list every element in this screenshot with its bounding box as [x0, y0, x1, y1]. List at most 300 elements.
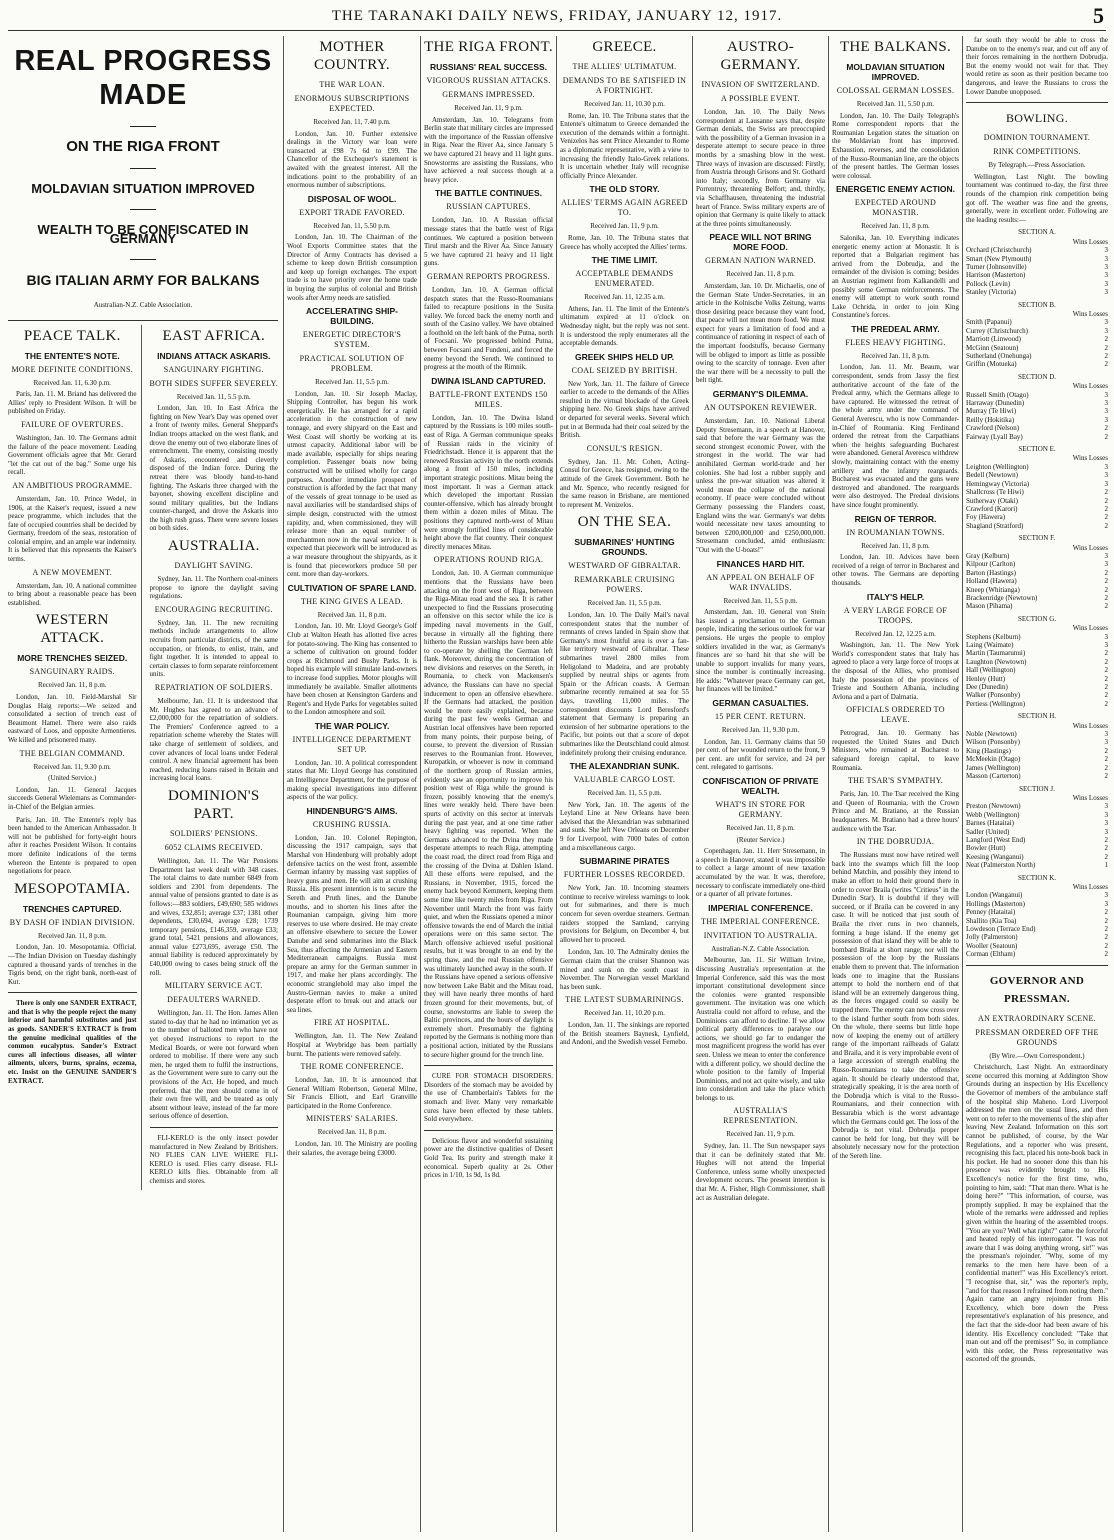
- subheading: DWINA ISLAND CAPTURED.: [431, 375, 546, 386]
- bowling-result-row: Turner (Johnsonville) 3: [966, 262, 1108, 271]
- article-text: Wellington, Jan. 11. The Hon. James Allen stated to-day that he had no intimation yet as to the number of balloted men who have not yet obeyed instructions to report to the Medical Boards, or were not forward when ordered to mobilise. If there were any such men, he urged them to fulfil the instructions, as the Government were sure to carry out the provisions of the Act. He hoped, and much preferred, that the men should come in of their own free will, and be treated as only absent without leave, instead of the far more serious offence of desertion.: [149, 1009, 278, 1121]
- bowling-result-row: Lowdeson (Terrace End) 2: [966, 925, 1108, 933]
- subheading: THE WAR LOAN.: [319, 80, 385, 89]
- column-rule: [283, 36, 284, 1532]
- subheading: DEFAULTERS WARNED.: [167, 995, 261, 1005]
- article-text: Melbourne, Jan. 11. Sir William Irvine, discussing Australia's representation at the Imperial Conference, said this was the most important constitutional development since the colonies were granted responsible government. The invitation was one which Australia could not afford to refuse, and the Dominions can afford to decline. If we allow political party differences to paralyse our actions, we should go far to endanger the most magnificent progress the world has ever seen. Unless we mean to enter the conference with a different policy, we should decline the whole position to the family of Imperial Dominions, and not act quite wisely, and take into consideration and take the place which belongs to us.: [696, 956, 825, 1102]
- section-heading: DOMINION'S PART.: [167, 787, 260, 822]
- bowling-result-row: Laughton (Newtown) 2: [966, 657, 1108, 666]
- subcolumn-right: [150, 325, 279, 1190]
- subheading: INVASION OF SWITZERLAND.: [701, 80, 820, 89]
- masthead: [0, 0, 1114, 30]
- subheading: FURTHER LOSSES RECORDED.: [563, 870, 686, 880]
- subheading: THE TIME LIMIT.: [591, 255, 658, 266]
- cable-credit: Australian-N.Z. Cable Association.: [93, 300, 193, 309]
- article-text: Sydney, Jan. 11. Mr. Cohen, Acting-Consul for Greece, has resigned, owing to the attitude of the Greek Government. Both he and Mr. Spence, who recently resigned for the same reason in Brisbane, are mentioned to represent M. Venizelos.: [560, 457, 689, 509]
- bowling-section-heading: SECTION K.: [1017, 873, 1057, 882]
- bowling-section-heading: SECTION D.: [1017, 372, 1057, 381]
- article-text: Amsterdam, Jan. 10. Dr. Michaelis, one of the German State Under-Secretaries, in an article in the Kolnische Volks Zeitung, warns those desiring peace because they want food, that peace will not mean more food. We must expect for years a limitation of food and a continuance of rationing in respect of each of the important foodstuffs, because Germany will be obliged to import as little as possible owing to the scarcity of tonnage. Even after the war there will be a necessity to pull the belt tight.: [696, 281, 825, 385]
- bowling-header-row: Wins Losses: [1072, 543, 1108, 552]
- section-heading: PEACE TALK.: [23, 327, 121, 344]
- headline-wealth: WEALTH TO BE CONFISCATED IN GERMANY: [37, 222, 249, 246]
- article-text: Rome, Jan. 10. The Tribuna states that the Entente's ultimatum to Greece demanded the execution of the demands within a fortnight. Venizelos has sent Prince Alexander to Rome as a diplomatic representative, with a view to increasing the friendly Italo-Greek relations. It is uncertain whether Italy will recognise officially Prince Alexander.: [560, 111, 689, 180]
- bowling-result-row: Smart (New Plymouth) 3: [966, 254, 1108, 263]
- received-line: Received Jan. 11, 10.20 p.m.: [584, 1009, 665, 1018]
- column-8: [966, 36, 1108, 1532]
- bowling-result-row: Mason (Pihama) 2: [966, 602, 1108, 611]
- subheading: SUBMARINE PIRATES: [579, 856, 670, 867]
- article-text: Wellington, Jan. 11. The New Zealand Hospital at Weybridge has been partially burnt. The patients were removed safely.: [287, 1032, 417, 1058]
- section-heading: EAST AFRICA.: [162, 327, 265, 344]
- received-line: Received Jan. 11, 8 p.m.: [861, 541, 930, 550]
- subheading: FIRE AT HOSPITAL.: [314, 1018, 390, 1028]
- subheading: FLEES HEAVY FIGHTING.: [845, 337, 946, 347]
- bowling-result-row: Webb (Wellington) 3: [966, 810, 1108, 819]
- received-line: Received Jan. 11, 7.40 p.m.: [313, 118, 391, 126]
- bowling-result-row: Holland (Hawera) 2: [966, 577, 1108, 586]
- received-line: Received Jan. 11, 9 p.m.: [590, 222, 659, 231]
- subheading: THE OLD STORY.: [589, 184, 660, 195]
- bowling-result-row: Kneep (Whitianga) 2: [966, 585, 1108, 594]
- received-line: Received Jan. 11, 8 p.m.: [861, 351, 930, 360]
- bowling-result-row: Hemingway (Victoria) 3: [966, 479, 1108, 488]
- bowling-header-row: Wins Losses: [1072, 793, 1108, 802]
- subheading: AN AMBITIOUS PROGRAMME.: [12, 480, 133, 490]
- article-text: Sydney, Jan. 11. The Northern coal-miners propose to ignore the daylight saving regulations.: [149, 575, 278, 601]
- received-line: Received Jan. 11, 10.30 p.m.: [584, 100, 665, 108]
- received-line: Received Jan. 11, 9.30 p.m.: [33, 762, 111, 771]
- article-text: London, Jan. 10. A German communique mentions that the Russians have been attacking on the front west of Riga, between the Riga-Mitau road and the sea. It is rather unexpected to find the Russians prosecuting an offensive on this sector while the ice is impeding naval movements in the Gulf, because in virtually all the fighting there hitherto the Russian warships have been able to co-operate by shelling the German left flank. Moreover, during the concentration of new divisions and reserves on the Sereth, in Roumania, to check von Mackensen's advance, the Russians can have no special inducement to open an offensive elsewhere. If the Germans had attacked, the position would be more easily explained, because during the past few weeks German and Austrian local offensives have been reported from many points, their purpose being, of course, to prevent the diversion of Russian reserves to the Roumanian front. However, Kuropatkin, or whoever is now in command of the northern group of Russian armies, evidently saw an opportunity to improve his position west of Riga while the ground is frozen, possibly knowing that the enemy's lines were weakly held. There have been spurts of activity on this sector at intervals during the past year, and at one time rather heavy fighting was reported. When the Germans advanced to the Dvina they made desperate attempts to reach Riga, attempting the coast road, the direct road from Riga and the crossing of the Dvina at Dahlen Island. All these efforts were repulsed, and the Russians, in November, 1915, forced the enemy back beyond Kemmern, keeping them some time like twenty miles from Riga. From November until March the front was fairly quiet, and when the Russians opened a minor offensive towards the end of March the initial operations were on this same sector. The March offensive achieved useful positional results, but it was brought to an end by the spring thaw, and the real Russian offensive was ultimately launched away in the south. If the Russians have opened a serious offensive now between Lake Babit and the Mitau road, they will have nearly three months of hard frozen ground for their movements, but, of course, snowstorms are liable to sweep the Baltic provinces, and the hours of daylight is extremely short. Presumably the fighting reported by the Germans is nothing more than a positional action, initiated by the Russians to secure higher ground for the trench line.: [424, 569, 553, 1059]
- subheading: REMARKABLE CRUISING POWERS.: [574, 575, 675, 595]
- bowling-result-row: Griffin (Motueka) 2: [966, 360, 1108, 369]
- subheading: GERMANS IMPRESSED.: [442, 90, 535, 99]
- article-text: Washington, Jan. 10. The Germans admit the failure of the peace movement. Leading Government officials agree that Mr. Gerard "let the cat out of the bag." Some urge his recall.: [8, 433, 137, 477]
- bowling-section-heading: SECTION H.: [1017, 712, 1057, 721]
- service-line: (United Service.): [48, 774, 97, 783]
- subheading: FAILURE OF OVERTURES.: [21, 419, 124, 429]
- article-text: far south they would be able to cross the Danube on to the enemy's rear, and cut off any of their forces remaining in the northern Dobrudja. But the enemy would not wait for that. They would retire as soon as their position became too dangerous, and leave the Russians to cross the Lower Danube unopposed.: [966, 36, 1108, 96]
- headline-italian: BIG ITALIAN ARMY FOR BALKANS: [26, 272, 260, 289]
- column-rule: [828, 36, 829, 1532]
- subheading: BOTH SIDES SUFFER SEVERELY.: [149, 378, 278, 388]
- article-text: London, Jan. 10. A Russian official message states that the battle west of Riga continues. We captured a position between Tirul marsh and the River Aa. Since January 5 we have captured 21 heavy and 11 light guns.: [424, 216, 553, 268]
- subheading: ALLIES' TERMS AGAIN AGREED TO.: [561, 198, 688, 218]
- bowling-result-row: Hollings (Masterton) 3: [966, 899, 1108, 908]
- section-heading: THE RIGA FRONT.: [424, 39, 553, 55]
- received-line: Received Jan. 11, 5.50 p.m.: [313, 221, 391, 230]
- subheading: AN APPEAL ON BEHALF OF WAR INVALIDS.: [706, 572, 815, 592]
- subheading: RINK COMPETITIONS.: [993, 147, 1081, 157]
- received-line: Received Jan. 11, 8 p.m.: [317, 610, 387, 619]
- bowling-result-row: James (Wellington) 2: [966, 763, 1108, 772]
- bowling-result-row: Russell Smith (Otago) 3: [966, 390, 1108, 399]
- bowling-result-row: Shallito (Kia Toa) 2: [966, 916, 1108, 925]
- subheading: AUSTRALIA'S REPRESENTATION.: [723, 1106, 798, 1126]
- bowling-result-row: Fairway (Lyall Bay) 2: [966, 432, 1108, 441]
- bowling-section-heading: SECTION B.: [1018, 300, 1056, 309]
- bowling-result-row: Corman (Eltham) 2: [966, 950, 1108, 959]
- bowling-header-row: Wins Losses: [1072, 882, 1108, 891]
- subheading: A POSSIBLE EVENT.: [721, 94, 800, 103]
- bowling-result-row: Langford (West End) 2: [966, 835, 1108, 844]
- subcolumn-left: [8, 325, 142, 1190]
- section-heading: THE BALKANS.: [839, 39, 952, 55]
- article-text: Wellington, Jan. 11. The War Pensions Department last week dealt with 348 cases. The total claims to date number 6849 from soldiers and 2301 from dependents. The annual value of pensions granted to date is as follows:—883 soldiers, £49,690; 585 widows and wives, £32,851; average £37; 1381 other dependents, £30,694, average £28; 1739 temporary pensions, £146,359, average £33; grand total, 5421 pensions and allowances, annual value £273,695, average £50. The annual liability is reduced approximately by £40,000 owing to cases being struck off the roll.: [149, 856, 278, 977]
- bowling-header-row: Wins Losses: [1072, 454, 1108, 463]
- subheading: INDIANS ATTACK ASKARIS.: [157, 350, 271, 361]
- bowling-section-heading: SECTION A.: [1018, 228, 1056, 237]
- subheading: SANGUINARY RAIDS.: [29, 667, 115, 677]
- subheading: A NEW MOVEMENT.: [32, 567, 113, 577]
- bowling-result-row: Stephens (Kelburn) 3: [966, 632, 1108, 641]
- subheading: THE ROME CONFERENCE.: [300, 1062, 404, 1072]
- subheading: PRESSMAN ORDERED OFF THE GROUNDS: [975, 1027, 1099, 1047]
- bowling-header-row: Wins Losses: [1072, 309, 1108, 318]
- section-heading: MESOPOTAMIA.: [14, 880, 131, 897]
- article-text: London, Jan. 10. Sir Joseph Maclay, Shipping Controller, has begun his work energetically. He has arranged for a rapid acceleration in the construction of new tonnage, and every shipyard on the East and West Coast will shortly be working at its utmost capacity. Additional labor will be made available, especially for ships nearing completion. Passenger boats now being constructed will be utilised wholly for cargo purposes. Another immediate prospect of construction is afforded by the fact that many of the vessels of great tonnage to be used as naval auxiliaries will be standardised ships of simple design, constructed with the utmost rapidity, and, when commissioned, they will release more than an equal number of merchantmen now in the naval service. It is expected that piecework will be introduced as a war measure throughout the shipyards, as it is found that pieceworkers produce 50 per cent. more than day-workers.: [287, 389, 417, 579]
- bowling-result-row: Neat (Palmerston North) 1: [966, 861, 1108, 870]
- column-5: [560, 36, 689, 1532]
- headline-riga: ON THE RIGA FRONT: [66, 138, 220, 155]
- subheading: ACCELERATING SHIP-BUILDING.: [306, 306, 398, 327]
- subheading: BY DASH OF INDIAN DIVISION.: [9, 917, 135, 927]
- section-heading: AUSTRALIA.: [167, 538, 260, 555]
- bowling-result-row: Marriott (Linwood) 2: [966, 335, 1108, 344]
- bowling-header-row: Wins Losses: [1072, 382, 1108, 391]
- article-text: Melbourne, Jan. 11. It is understood that Mr. Hughes has agreed to an advance of £2,000,000 for the repatriation of soldiers. The Premiers' Conference agreed to a repatriation scheme whereby the States will take charge of settlement of soldiers, and cover advances of local loans under Federal control. A new financial agreement has been reached, reducing loans raised in Britain and increasing local loans.: [149, 697, 278, 783]
- article-text: London, Jan. 11. Germany claims that 50 per cent. of her wounded return to the front, 9 per cent. are unfit for service, and 24 per cent. relegated to garrisons.: [696, 737, 825, 772]
- article-text: The Russians must now have retired well back into the swamps which fill the loop behind Matchin, and possibly they intend to make an effort to hold their ground there in order to cover Braila (writes "Critieus" in the Dunedin Star). It is doubtful if they will succeed, or if Braila can be covered in any case. It will be noticed that just south of Braila the river runs in two channels, forming a huge island. If the enemy get possession of that island they will be able to bombard Braila at short range; nor will the possession of the loop by the Russians enable them to prevent that. The information leads one to imagine that the Russians attempt to hold the northern end of that island will be an extremely dangerous thing, as the forces engaged could so easily be trapped there. The enemy can now cross over to the island further south from both sides. On the whole, there seems but little hope now of keeping the enemy out of artillery range of the important railheads of Galatz and Braila, and it is very improbable event of a large accession of strength enabling the Russo-Roumanians to take the offensive again. It should be clearly understood that, strategically speaking, it is the area north of the Dobrudja which is vital to the Russo-Roumanians, and their connection with Bessarabia which is the worst advantage which the Germans could get. The loss of the Dobrudja is not vital. Dobrudja proper cannot be held for long, but they will be absolutely necessary now for the protection of the Sereth line.: [832, 851, 959, 1160]
- article-text: New York, Jan. 10. Incoming steamers continue to receive wireless warnings to look out for submarines, and there is much concern for seven overdue steamers. German raiders stopped the Samland, carrying provisions for Belgium, on December 4, but allowed her to proceed.: [560, 884, 689, 944]
- column-rule: [556, 36, 557, 1532]
- received-line: Received Jan. 11, 8 p.m.: [861, 222, 930, 231]
- subheading: GERMAN NATION WARNED.: [705, 256, 816, 266]
- article-text: Washington, Jan. 11. The New York World's correspondent states that Italy has agreed to place a very large force of troops at the disposal of the Allies, who promised Italy the possession of the provinces of Trieste and Southern Albania, including Avlona and a part of Dalmatia.: [832, 641, 959, 701]
- bowling-result-row: Foy (Hawera) 2: [966, 513, 1108, 522]
- received-line: Received Jan. 11, 5.5 p.m.: [587, 599, 662, 608]
- subheading: 15 PER CENT. RETURN.: [715, 712, 806, 722]
- bowling-result-row: Henley (Hutt) 2: [966, 674, 1108, 683]
- subheading: FINANCES HARD HIT.: [716, 558, 805, 569]
- bowling-result-row: Bowler (Hutt) 2: [966, 844, 1108, 853]
- article-text: London, Jan. 10. The Admiralty denies the German claim that the cruiser Shannon was mined and sunk on the south coast in November. The Norwegian vessel Markland has been sunk.: [560, 948, 689, 991]
- subheading: ENORMOUS SUBSCRIPTIONS EXPECTED.: [294, 94, 410, 113]
- section-heading: GREECE.: [592, 39, 657, 55]
- bowling-result-row: Crawford (Nelson) 2: [966, 424, 1108, 433]
- bowling-result-row: Pollock (Levin) 3: [966, 279, 1108, 288]
- subheading: IN ROUMANIAN TOWNS.: [846, 527, 945, 537]
- article-text: London, Jan. 10. It is announced that General William Robertson, General Milne, Sir Francis Elliott, and Earl Granville participated in the Rome Conference.: [287, 1076, 417, 1110]
- bowling-section-heading: SECTION G.: [1017, 614, 1057, 623]
- subheading: THE ENTENTE'S NOTE.: [24, 350, 120, 361]
- subheading: MORE DEFINITE CONDITIONS.: [11, 364, 133, 374]
- bowling-result-row: Pertiess (Wellington) 2: [966, 699, 1108, 708]
- bowling-header-row: Wins Losses: [1072, 237, 1108, 246]
- article-text: Amsterdam, Jan. 10. General von Stein has issued a proclamation to the German people, indicating the serious outlook for war pensions. He urges the people to employ soldiers invalided in the war, as Germany's finances are so hard hit that she will be unable to support invalids for many years, since the number is continually increasing. He adds: "Whatever peace Germany can get, her finances will be limited.": [696, 608, 825, 694]
- article-text: London, Jan. 10. Colonel Repington, discussing the 1917 campaign, says that Marshal von Hindenburg will probably adopt defensive tactics on the west front, assemble German infantry by massing vast supplies of heavy guns and men. He will aim at crushing Russia. His present intention is to secure the Sereth and Pruth lines, and the Danube mouths, and to shorten his lines after the Roumanian campaign, giving him more reserves to use where desired. He may create an offensive elsewhere to secure the Lower Danube and send submarines into the Black Sea, thus affecting the Armenian and Eastern Mediterranean campaigns. Russia must prepare an army for the German summer in 1917, and make her plans accordingly. The economic stranglehold may also impel the Austro-German navies to make a united desperate effort to break out and attack our sea lines.: [287, 833, 417, 1014]
- subheading: A VERY LARGE FORCE OF TROOPS.: [843, 605, 948, 625]
- subheading: THE KING GIVES A LEAD.: [301, 596, 403, 606]
- bowling-result-row: Harraway (Dunedin) 3: [966, 399, 1108, 408]
- article-text: London, Jan. 10. The Daily Telegraph's Rome correspondent reports that the Roumanian Legation states the situation on the Moldavian front has improved. Exhaustion, reverses, and the consolidation of the Russo-Roumanian line, are the objects of the present battles. The German losses were colossal.: [832, 111, 959, 180]
- subheading: AN EXTRAORDINARY SCENE.: [978, 1013, 1096, 1023]
- subheading: ACCEPTABLE DEMANDS ENUMERATED.: [575, 269, 674, 289]
- section-heading: MOTHER COUNTRY.: [314, 39, 390, 73]
- advertisement: FLI-KERLO is the only insect powder manufactured in New Zealand by Britishers. NO FLIES CAN LIVE WHERE FLI-KERLO is used. Flies carry disease. FLI-KERLO kills flies. Obtainable from all chemists and stores.: [149, 1133, 278, 1185]
- article-text: Paris, Jan. 10. The Tsar received the King and Queen of Roumania, with the Crown Prince and M. Bratiano, at the Russian headquarters. M. Bratiano had a three hours' audience with the Tsar.: [832, 790, 959, 833]
- subheading: VIGOROUS RUSSIAN ATTACKS.: [426, 76, 551, 85]
- bowling-result-row: Brackenridge (Newtown) 2: [966, 593, 1108, 602]
- article-text: Christchurch, Last Night. An extraordinary scene occurred this morning at Addington Show Grounds during an inspection by His Excellency the Governor of members of the ambulance staff of the hospital ship Maheno. Lord Liverpool addressed the men on the usual lines, and then went on to refer to the movements of the ship after leaving New Zealand. Information on this sort cannot be published, of course, by the War Regulations, and a reporter who was present, recognising this fact, placed his note-book back in his pocket. He had no sooner done this than his presence was evidently brought to His Excellency's notice for the first time, who, pointing to him, said: "That man there. What is he doing here?" "This information, of course, was promptly supplied. It may be explained that the whole of the remarks were addressed and replies given within the hearing of the assembled troops. "You are you? Well what right?" came the forceful and heated reply of his interrogator. "I was not aware that I was doing anything wrong, sir!" was the pressman's rejoinder. "Why, some of my remarks to the men here have been of a confidential matter!" was His Excellency's retort. "I recognise that, sir," was the reporter's reply, "and for that reason I refrained from noting them." Again came an angry rejoinder from His Excellency, which bore down the Press representative's explanation of his presence, and the fact that the side-door had been aware of his identity. His Excellency concluded: "Take that man out and off the premises!" So, in compliance with this order, the Press representative was escorted off the grounds.: [966, 1063, 1108, 1364]
- subheading: CULTIVATION OF SPARE LAND.: [287, 582, 417, 593]
- subheading: BATTLE-FRONT EXTENDS 150 MILES.: [429, 389, 548, 409]
- bowling-section-heading: SECTION E.: [1018, 445, 1056, 454]
- subheading: THE BELGIAN COMMAND.: [19, 748, 125, 758]
- article-text: London, Jan. 10. Field-Marshal Sir Douglas Haig reports:—We seized and consolidated a section of trench east of Beaumont Hamel. There were also raids eastward of Loos, and opposite Armentieres. We killed and prisonered many.: [8, 693, 137, 744]
- bowling-result-row: Harrison (Masterton) 3: [966, 271, 1108, 280]
- received-line: Received Jan. 11, 5.5 p.m.: [587, 789, 662, 798]
- column-4: [424, 36, 553, 1532]
- section-heading: AUSTRO-GERMANY.: [720, 39, 801, 73]
- article-text: Salonika, Jan. 10. Everything indicates energetic enemy action at Monastir. It is reported that a Bulgarian regiment has arrived from the Dobrudja, and the remainder of the division is coming; besides an Austrian regiment from Kalkandelli and possibly some German reinforcements. The enemy will attempt to work south round Lake Ochrida, in order to join King Constantine's forces.: [832, 233, 959, 320]
- article-text: Sydney, Jan. 11. The Sun newspaper says that it can be definitely stated that Mr. Hughes will not attend the Imperial Conference, unless some wholly unexpected development occurs. The present intention is that Mr. A. Fisher, High Commissioner, shall act as Australian delegate.: [696, 1142, 825, 1202]
- article-text: London, Jan. 10. The Daily Mail's naval correspondent states that the number of remnants of crews landed in Spain show that Germany's most fruitful area is over a fan-like territory westward of Gibraltar. These submarines travel 2800 miles from Heligoland to Madeira, and are probably supplied by neutral ships or agents from Spain or the African coasts. A German submarine recently remained at sea for 55 days, travelling 11,000 miles. The correspondent discounts Lord Beresford's statement that Germany is preparing an extension of her submarine operations to the Pacific, but points out that a score of depot submarines like the Deutschland could almost indefinitely prolong their cruising endurance.: [560, 611, 689, 757]
- article-text: Amsterdam, Jan. 10. A national committee to bring about a reasonable peace has been established.: [8, 581, 137, 607]
- section-heading: GOVERNOR AND PRESSMAN.: [989, 974, 1085, 1005]
- service-line: (Reuter Service.): [736, 835, 785, 844]
- received-line: Received Jan. 11, 5.5 p.m.: [176, 392, 251, 401]
- article-text: Petrograd, Jan. 10. Germany has requested the United States and Dutch Ministers, who remained at Bucharest to safeguard foreign capital, to leave Roumania.: [832, 729, 959, 772]
- subheading: EXPECTED AROUND MONASTIR.: [854, 198, 937, 218]
- article-text: Amsterdam, Jan. 10. National Liberal Deputy Stresemann, in a speech at Hanover, said that before the war Germany was the second strongest economic Power, with the strongest in the world. The war had annihilated German world-trade and her colonies. She had lost a rubber supply and unless the pre-war situation was altered it would mean the collapse of the national economy. If peace were concluded without Germany possessing the Flanders coast, England wins the war. Germany's war debts would necessitate new taxes amounting to between £200,000,000 and £250,000,000. Stresemann concluded, amid enthusiasm: "Out with the U-boats!": [696, 417, 825, 554]
- advertisement: Delicious flavor and wonderful sustaining power are the distinctive qualities of Desert Gold Tea. Its purity and strength make it economical. Superb quality at 2s. Other prices in 1/10, 1s 9d, 1s 8d.: [424, 1136, 553, 1180]
- bowling-result-row: London (Wanganui) 3: [966, 891, 1108, 900]
- subheading: EXPORT TRADE FAVORED.: [299, 207, 405, 217]
- subheading: VALUABLE CARGO LOST.: [573, 775, 676, 785]
- subheading: PRACTICAL SOLUTION OF PROBLEM.: [299, 354, 405, 374]
- bowling-result-row: Smith (Papanui) 3: [966, 318, 1108, 327]
- received-line: Received Jan. 11, 9 p.m.: [454, 104, 523, 112]
- subheading: WESTWARD OF GIBRALTAR.: [568, 561, 681, 571]
- subheading: ENERGETIC ENEMY ACTION.: [835, 184, 955, 195]
- received-line: Received Jan. 11, 8 p.m.: [726, 270, 795, 279]
- subheading: SANGUINARY FIGHTING.: [163, 364, 264, 374]
- subheading: CONFISCATION OF PRIVATE WEALTH.: [702, 776, 819, 797]
- received-line: Received Jan. 12, 12.25 a.m.: [855, 629, 936, 638]
- bowling-result-row: Murray (Te Hiwi) 3: [966, 407, 1108, 416]
- article-text: London, Jan. 10. A political correspondent states that Mr. Lloyd George has constituted an Intelligence Department, for the purpose of making special investigations into different aspects of the war policy.: [287, 758, 417, 802]
- article-text: London, Jan. 11. The sinkings are reported of the British steamers Baynesk, Lynfield, and Andoni, and the Swedish vessel Fernebo.: [560, 1020, 689, 1047]
- subheading: MILITARY SERVICE ACT.: [164, 981, 263, 991]
- subheading: TRENCHES CAPTURED.: [22, 903, 122, 914]
- article-text: London, Jan. 10. The Daily News correspondent at Lausanne says that, despite German denials, the Swiss are preoccupied with the possibility of a German invasion in a desperate attempt to secure peace in three months by a smashing blow in the west. Three ways of invasion are discussed: Firstly, from Austria through Grisons and St. Gothard into Italy; secondly, from Germany via Porrentruy, threatening Belfort; and, thirdly, via Schaffhausen, threatening the industrial heart of France. Swiss military experts are of opinion that Germany is quite likely to attack at the three points simultaneously.: [696, 108, 825, 228]
- article-text: New York, Jan. 11. The failure of Greece earlier to accede to the demands of the Allies resulted in the virtual blockade of the Greek shipping here. No Greek ships have arrived or departed for several weeks. Several which put in at Bermuda had their coal seized by the British.: [560, 379, 689, 440]
- bowling-result-row: Orchard (Christchurch) 3: [966, 246, 1108, 255]
- received-line: Received Jan. 11, 8 p.m.: [37, 931, 107, 940]
- article-text: London, Jan. 10. The Dwina Island captured by the Russians is 100 miles south-east of Riga. A German communique speaks of Russian raids in the vicinity of Friedrichstadt. Hence it is apparent that the renewed Russian activity in the north extends along a front of 150 miles, including important strategic positions. Mitau being the most important. It was a German attack which developed the important Russian counter-offensive, which has already brought them within a dozen miles of Mitau. The positions they captured north-west of Mitau were strongly fortified lines of considerable height above the flat country. Their conquest directly menaces Mitau.: [424, 413, 553, 551]
- main-headline: REAL PROGRESS MADE: [14, 45, 272, 111]
- subheading: AN OUTSPOKEN REVIEWER.: [703, 403, 818, 413]
- bowling-result-row: Crawford (Karori) 2: [966, 504, 1108, 513]
- bowling-results: [966, 228, 1108, 958]
- column-rule: [962, 36, 963, 1532]
- subheading: THE LATEST SUBMARININGS.: [565, 995, 684, 1005]
- article-text: London, Jan. 10. The Chairman of the Wool Exports Committee states that the Director of Army Contracts has devised a scheme to keep down British consumption and keep up foreign exchanges. The export trade is to have priority over the home trade in buying the surplus of colonial and British wools after Army needs are satisfied.: [287, 233, 417, 302]
- bowling-result-row: Laing (Waimate) 3: [966, 641, 1108, 649]
- bowling-result-row: Shagland (Stratford) 2: [966, 521, 1108, 530]
- received-line: Received Jan. 11, 8 p.m.: [317, 1128, 387, 1137]
- bowling-result-row: Hall (Wellington) 2: [966, 666, 1108, 675]
- bowling-result-row: Sadler (United) 3: [966, 827, 1108, 836]
- article-text: London, Jan. 11. Mr. Beaum, war correspondent, sends from Jassy the first authoritative account of the fate of the Predeal army, which the Germans allege to have captured. He witnessed the retreat of the whole army under the command of General Averescu, who is now Commander-in-Chief of Roumania. King Ferdinand ordered the retreat from the Carpathians when the heights safeguarding Bucharest were abandoned. General Averescu withdrew slowly, maintaining contact with the enemy artillery and the infantry rearguards. Bucharest was evacuated and the guns were destroyed and abandoned. The rearguards were also destroyed. The Predeal divisions have since fought prominently.: [832, 363, 959, 509]
- service-line: By Telegraph.—Press Association.: [988, 161, 1086, 170]
- article-text: Athens, Jan. 11. The limit of the Entente's ultimatum expired at 11 o'clock on Wednesday night, but the reply was not sent. It is understood the reply enumerates all the acceptable demands.: [560, 304, 689, 348]
- bowling-result-row: Leighton (Wellington) 3: [966, 462, 1108, 471]
- subheading: 6052 CLAIMS RECEIVED.: [164, 842, 263, 852]
- received-line: Received Jan. 11, 5.5 p.m.: [315, 378, 389, 387]
- bowling-section-heading: SECTION F.: [1018, 534, 1056, 543]
- subheading: REIGN OF TERROR.: [854, 513, 937, 524]
- bowling-result-row: Penney (Hataitai) 2: [966, 908, 1108, 917]
- column-1: [8, 36, 278, 1532]
- subheading: ITALY'S HELP.: [866, 591, 925, 602]
- article-text: Paris, Jan. 10. The Entente's reply has been handed to the American Ambassador. It will not be published for forty-eight hours after it reaches President Wilson. It contains more definite indications of the terms whereon the Entente is prepared to open negotiations for peace.: [8, 815, 137, 876]
- subheading: THE ALLIES' ULTIMATUM.: [572, 62, 677, 71]
- bowling-result-row: Martin (Taumarunui) 2: [966, 649, 1108, 658]
- subheading: INVITATION TO AUSTRALIA.: [703, 930, 818, 940]
- bowling-result-row: Keesing (Wanganui) 2: [966, 852, 1108, 861]
- section-heading: WESTERN ATTACK.: [35, 612, 109, 647]
- subheading: THE ALEXANDRIAN SUNK.: [569, 761, 680, 772]
- bowling-result-row: Sutherway (Otaki) 2: [966, 496, 1108, 505]
- column-rule: [420, 36, 421, 1532]
- subheading: SOLDIERS' PENSIONS.: [169, 828, 258, 838]
- bowling-result-row: Jolly (Palmerston) 2: [966, 933, 1108, 942]
- article-text: London, Jan. 10. Mesopotamia. Official.—The Indian Division on Tuesday dashingly captured a thousand yards of trenches in the Tigris bend, on the right bank, north-east of Kut.: [8, 943, 137, 986]
- page-number: 5: [1093, 3, 1104, 28]
- article-text: Copenhagen, Jan. 11. Herr Stresemann, in a speech in Hanover, stated it was impossible to collect a large amount of new taxation accumulated by the war. It was, therefore, necessary to confiscate immediately one-third or a quarter of all private fortunes.: [696, 847, 825, 899]
- article-text: London, Jan. 10. Further extensive dealings in the Victory war loan were transacted at £98 7s 6d to £99. The Chancellor of the Exchequer's statement is awaited with the greatest interest. All the indications point to the probability of an enormous number of subscriptions.: [287, 129, 417, 190]
- subheading: GERMAN CASUALTIES.: [712, 698, 809, 709]
- subheading: IN THE DOBRUDJA.: [856, 837, 935, 847]
- subheading: COLOSSAL GERMAN LOSSES.: [836, 86, 955, 95]
- received-line: Received Jan. 11, 8 p.m.: [37, 681, 107, 690]
- bowling-result-row: Reilly (Hokitika) 3: [966, 415, 1108, 424]
- bowling-result-row: Barnes (Hataitai) 3: [966, 819, 1108, 828]
- received-line: Received Jan. 11, 9.30 p.m.: [721, 726, 800, 735]
- bowling-result-row: Barton (Hastings) 2: [966, 568, 1108, 577]
- article-text: Rome, Jan. 10. The Tribuna states that Greece has wholly accepted the Allies' terms.: [560, 233, 689, 251]
- article-text: Sydney, Jan. 11. The new recruiting methods include arrangements to allow recruits from particular districts, of the same occupation, or friends, to enlist, train, and fight together. It is intended to appeal to certain classes to form separate reinforcement units.: [149, 618, 278, 679]
- subheading: RUSSIAN CAPTURES.: [446, 202, 531, 212]
- masthead-rule: [8, 30, 1106, 31]
- subheading: ENERGETIC DIRECTOR'S SYSTEM.: [302, 330, 402, 350]
- article-text: London, Jan. 10. The Ministry are pooling their salaries, the average being £3000.: [287, 1140, 417, 1157]
- article-text: Amsterdam, Jan. 10. Telegrams from Berlin state that military circles are impressed with the importance of the Russian offensive in Riga. Near the River Aa, since January 5 we have captured 21 heavy and 11 light guns. Snowstorms are assisting the Russians, who have achieved a real success though at a heavy price.: [424, 115, 553, 184]
- column-6: [696, 36, 825, 1532]
- article-text: Amsterdam, Jan. 10. Prince Wedel, in 1906, at the Kaiser's request, issued a new peace programme, which includes that the fate of occupied countries shall be decided by Germany, freedom of the seas, restoration of colonial empire, and an ample war indemnity. It is believed that this represents the Kaiser's terms.: [8, 494, 137, 564]
- bowling-result-row: Wooller (Seatoun) 2: [966, 941, 1108, 950]
- article-text: Wellington, Last Night. The bowling tournament was continued to-day, the first three rounds of the champion rink competition being got off. The weather was fine and the greens, generally, were in excellent order. Following are the leading results:—: [966, 172, 1108, 224]
- received-line: Received Jan. 11, 6.30 p.m.: [33, 378, 111, 387]
- subheading: GERMAN REPORTS PROGRESS.: [427, 271, 550, 281]
- subheading: INTELLIGENCE DEPARTMENT SET UP.: [292, 734, 412, 754]
- subheading: OFFICIALS ORDERED TO LEAVE.: [846, 705, 945, 725]
- subheading: RUSSIANS' REAL SUCCESS.: [429, 62, 548, 72]
- subheading: DAYLIGHT SAVING.: [174, 561, 253, 571]
- subheading: SUBMARINES' HUNTING GROUNDS.: [574, 537, 675, 558]
- bowling-result-row: Sutherland (Onehunga) 2: [966, 352, 1108, 360]
- article-text: London, Jan. 11. General Jacques succeeds General Wielemans as Commander-in-Chief of the Belgian armies.: [8, 785, 137, 811]
- subheading: DEMANDS TO BE SATISFIED IN A FORTNIGHT.: [562, 76, 687, 95]
- headline-moldavian: MOLDAVIAN SITUATION IMPROVED: [31, 180, 255, 196]
- bowling-result-row: McGinn (Seatoun) 2: [966, 343, 1108, 352]
- column-rule: [692, 36, 693, 1532]
- subheading: WHAT'S IN STORE FOR GERMANY.: [715, 800, 806, 820]
- received-line: Received Jan. 11, 5.50 p.m.: [856, 100, 935, 108]
- bowling-section-heading: SECTION J.: [1019, 784, 1055, 793]
- subheading: MORE TRENCHES SEIZED.: [17, 653, 128, 664]
- subheading: IMPERIAL CONFERENCE.: [708, 902, 813, 913]
- cable-credit: Australian-N.Z. Cable Association.: [711, 944, 810, 953]
- subheading: PEACE WILL NOT BRING MORE FOOD.: [709, 232, 812, 253]
- section-heading: BOWLING.: [1005, 111, 1069, 126]
- advertisement: CURE FOR STOMACH DISORDERS. Disorders of the stomach may be avoided by the use of Chamberlain's Tablets for the stomach and liver. Many very remarkable cures have been effected by these tablets. Sold everywhere.: [424, 1072, 553, 1124]
- bowling-result-row: Shallcross (Te Hiwi) 2: [966, 488, 1108, 497]
- article-text: London, Jan. 10. A German official despatch states that the Russo-Roumanians failed to recapture positions in the Susita valley. We forced back the enemy north and south of the Casino valley. We have obtained a foothold on the left bank of the Putna, north of Focsani. We progressed behind Putna, between Focsani and Fundeni, and forced the enemy beyond the Sereth. We continued to progress at the mouth of the Rimnik.: [424, 285, 553, 372]
- subheading: GREEK SHIPS HELD UP.: [574, 351, 675, 362]
- advertisement: There is only one SANDER EXTRACT, and that is why the people reject the many inferior and harmful substitutes and just as goods. SANDER'S EXTRACT is from the genuine medicinal qualities of the common eucalyptus. Sander's Extract cures all infectious diseases, all winter ailments, ulcers, burns, sprains, eczema, etc. Insist on the GENUINE SANDER'S EXTRACT.: [8, 999, 137, 1085]
- received-line: Received Jan. 11, 8 p.m.: [726, 824, 795, 833]
- received-line: Received Jan. 11, 9 p.m.: [726, 1130, 795, 1139]
- article-text: London, Jan. 10. Mr. Lloyd George's Golf Club at Walton Heath has allotted five acres for potato-sowing. The King has consented to a scheme of cultivation on ground fodder crops at Richmond and Bushy Parks. It is hoped his example will stimulate land-owners to increase food supplies. Motor ploughs will immediately be available. Smaller allotments have been chosen at Kensington Gardens and Regent's and Hyde Parks for vegetables suited to the London atmosphere and soil.: [287, 622, 417, 717]
- bowling-result-row: King (Hastings) 2: [966, 746, 1108, 755]
- subheading: DISPOSAL OF WOOL.: [307, 193, 397, 204]
- article-text: London, Jan. 10. In East Africa the fighting on New Year's Day was opened over a front of twenty miles. General Sheppard's Indian troops attacked on the west flank, and drove the enemy out of two elaborate lines of entrenchment. The enemy, consisting mostly of Askaris, encountered and cleverly disposed of the Indian force. During the retreat there was bloody hand-to-hand fighting. The Askaris three charged with the bayonet, showing excellent discipline and sound military qualities, but the Indians counter-charged, and drove the Askaris into the high rush grass. There were severe losses on both sides.: [149, 404, 278, 533]
- received-line: Received Jan. 11, 12.35 a.m.: [584, 293, 665, 302]
- bowling-result-row: Masson (Carterton) 2: [966, 772, 1108, 781]
- subheading: GERMANY'S DILEMMA.: [712, 389, 809, 400]
- bowling-result-row: McMeekin (Otago) 2: [966, 755, 1108, 764]
- subheading: THE WAR POLICY.: [314, 720, 390, 731]
- column-7: [832, 36, 959, 1532]
- subheading: OPERATIONS ROUND RIGA.: [433, 555, 544, 565]
- bowling-result-row: Kilpour (Carlton) 3: [966, 560, 1108, 569]
- bowling-header-row: Wins Losses: [1072, 721, 1108, 730]
- article-text: New York, Jan. 10. The agents of the Leyland Line at New Orleans have been advised that the Alexandrian was submarined and sunk. She left New Orleans on December 9 for Liverpool, with 7000 bales of cotton and a miscellaneous cargo.: [560, 800, 689, 852]
- bowling-result-row: Currey (Christchurch) 3: [966, 326, 1108, 335]
- bowling-result-row: Dee (Dunedin) 2: [966, 683, 1108, 692]
- bowling-result-row: Preston (Newtown) 3: [966, 802, 1108, 811]
- article-text: Paris, Jan. 11. M. Briand has delivered the Allies' reply to President Wilson. It will be published on Friday.: [8, 390, 137, 416]
- subheading: MINISTERS' SALARIES.: [306, 1114, 398, 1124]
- bowling-result-row: Wilson (Ponsonby) 3: [966, 738, 1108, 747]
- newspaper-title: THE TARANAKI DAILY NEWS, FRIDAY, JANUARY 12, 1917.: [331, 8, 783, 24]
- subheading: REPATRIATION OF SOLDIERS.: [154, 683, 273, 692]
- received-line: Received Jan. 11, 5.5 p.m.: [723, 596, 798, 605]
- bowling-result-row: Stanley (Victoria) 3: [966, 288, 1108, 297]
- subheading: THE IMPERIAL CONFERENCE.: [701, 916, 820, 926]
- subheading: DOMINION TOURNAMENT.: [983, 133, 1091, 143]
- subheading: COAL SEIZED BY BRITISH.: [571, 365, 678, 375]
- bowling-result-row: Noble (Newtown) 3: [966, 730, 1108, 739]
- bowling-result-row: Walker (Ponsonby) 2: [966, 691, 1108, 700]
- service-line: (By Wire.—Own Correspondent.): [989, 1051, 1085, 1060]
- subheading: ENCOURAGING RECRUITING.: [154, 604, 273, 614]
- section-heading: ON THE SEA.: [577, 514, 672, 531]
- subheading: THE PREDEAL ARMY.: [851, 323, 940, 334]
- subheading: CRUSHING RUSSIA.: [312, 819, 392, 829]
